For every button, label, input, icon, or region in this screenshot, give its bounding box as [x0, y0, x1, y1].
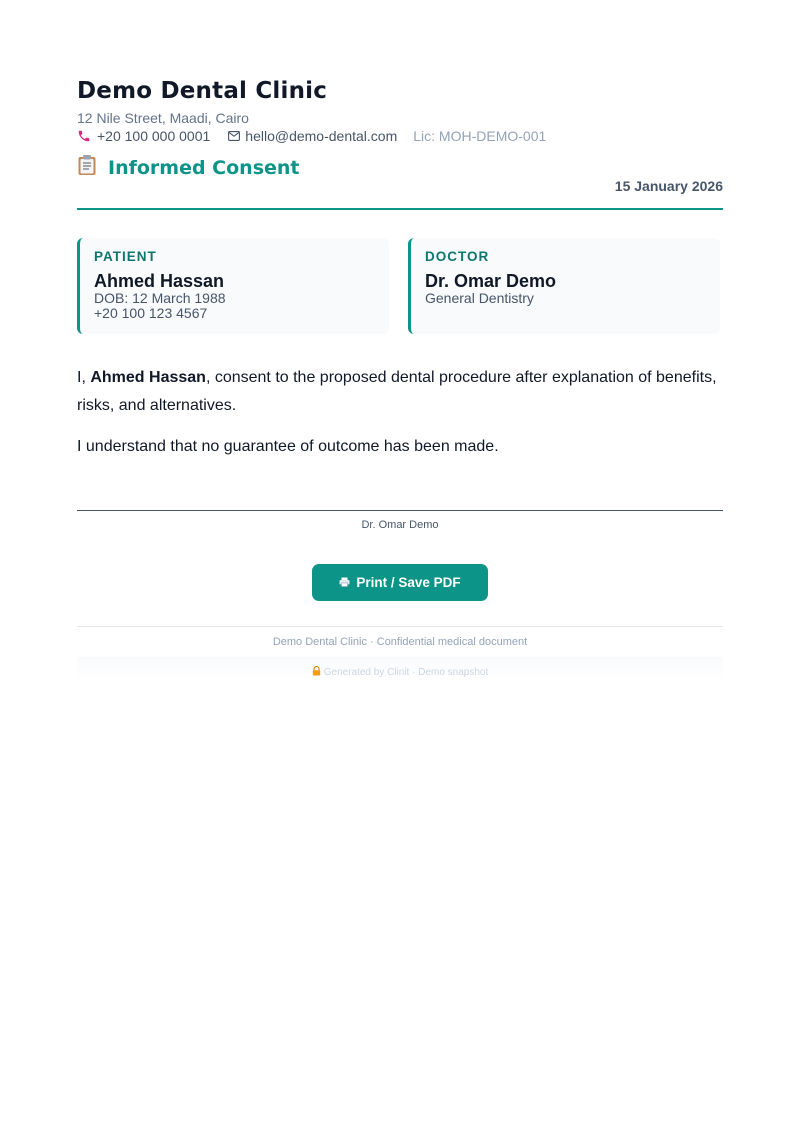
snapshot-text: Generated by Clinit · Demo snapshot — [323, 667, 489, 678]
signature-line — [77, 510, 723, 511]
header-divider — [77, 208, 723, 210]
consent-paragraph-2: I understand that no guarantee of outcome has been made. — [77, 438, 499, 455]
document-title — [77, 154, 300, 181]
doctor-label: DOCTOR — [425, 249, 490, 264]
phone-icon — [77, 129, 91, 143]
consent-prefix: I, — [77, 369, 91, 386]
consent-statement: , consent to the proposed dental procedure after explanation of benefits, risks, and alternatives. — [77, 369, 717, 414]
clinic-email: hello@demo-dental.com — [245, 128, 398, 144]
doctor-card — [408, 238, 720, 334]
patient-name: Ahmed Hassan — [94, 271, 225, 291]
printer-icon — [339, 575, 350, 590]
consent-text — [77, 364, 723, 461]
patient-dob: DOB: 12 March 1988 — [94, 290, 226, 306]
clinic-address: 12 Nile Street, Maadi, Cairo — [77, 110, 249, 126]
clinic-phone: +20 100 000 0001 — [97, 128, 211, 144]
signature-name: Dr. Omar Demo — [361, 519, 439, 531]
footer-divider — [77, 626, 723, 627]
clinic-contact-row — [77, 128, 546, 144]
doctor-name: Dr. Omar Demo — [425, 271, 557, 291]
mail-icon — [228, 131, 240, 141]
patient-label: PATIENT — [94, 249, 157, 264]
clinic-license: Lic: MOH-DEMO-001 — [413, 128, 547, 144]
doctor-specialty: General Dentistry — [425, 290, 534, 306]
consent-patient-name: Ahmed Hassan — [90, 369, 206, 386]
print-save-pdf-button[interactable] — [312, 564, 488, 601]
document-title-text: Informed Consent — [108, 156, 300, 179]
clipboard-icon — [77, 154, 97, 181]
clinic-name: Demo Dental Clinic — [77, 78, 328, 104]
patient-card — [77, 238, 389, 334]
print-button-label: Print / Save PDF — [356, 575, 461, 590]
snapshot-banner — [77, 657, 723, 680]
footer-text: Demo Dental Clinic · Confidential medical document — [272, 636, 528, 648]
lock-icon — [312, 658, 321, 690]
document-date: 15 January 2026 — [614, 178, 723, 194]
consent-paragraph-1 — [77, 364, 723, 420]
patient-phone: +20 100 123 4567 — [94, 305, 208, 321]
